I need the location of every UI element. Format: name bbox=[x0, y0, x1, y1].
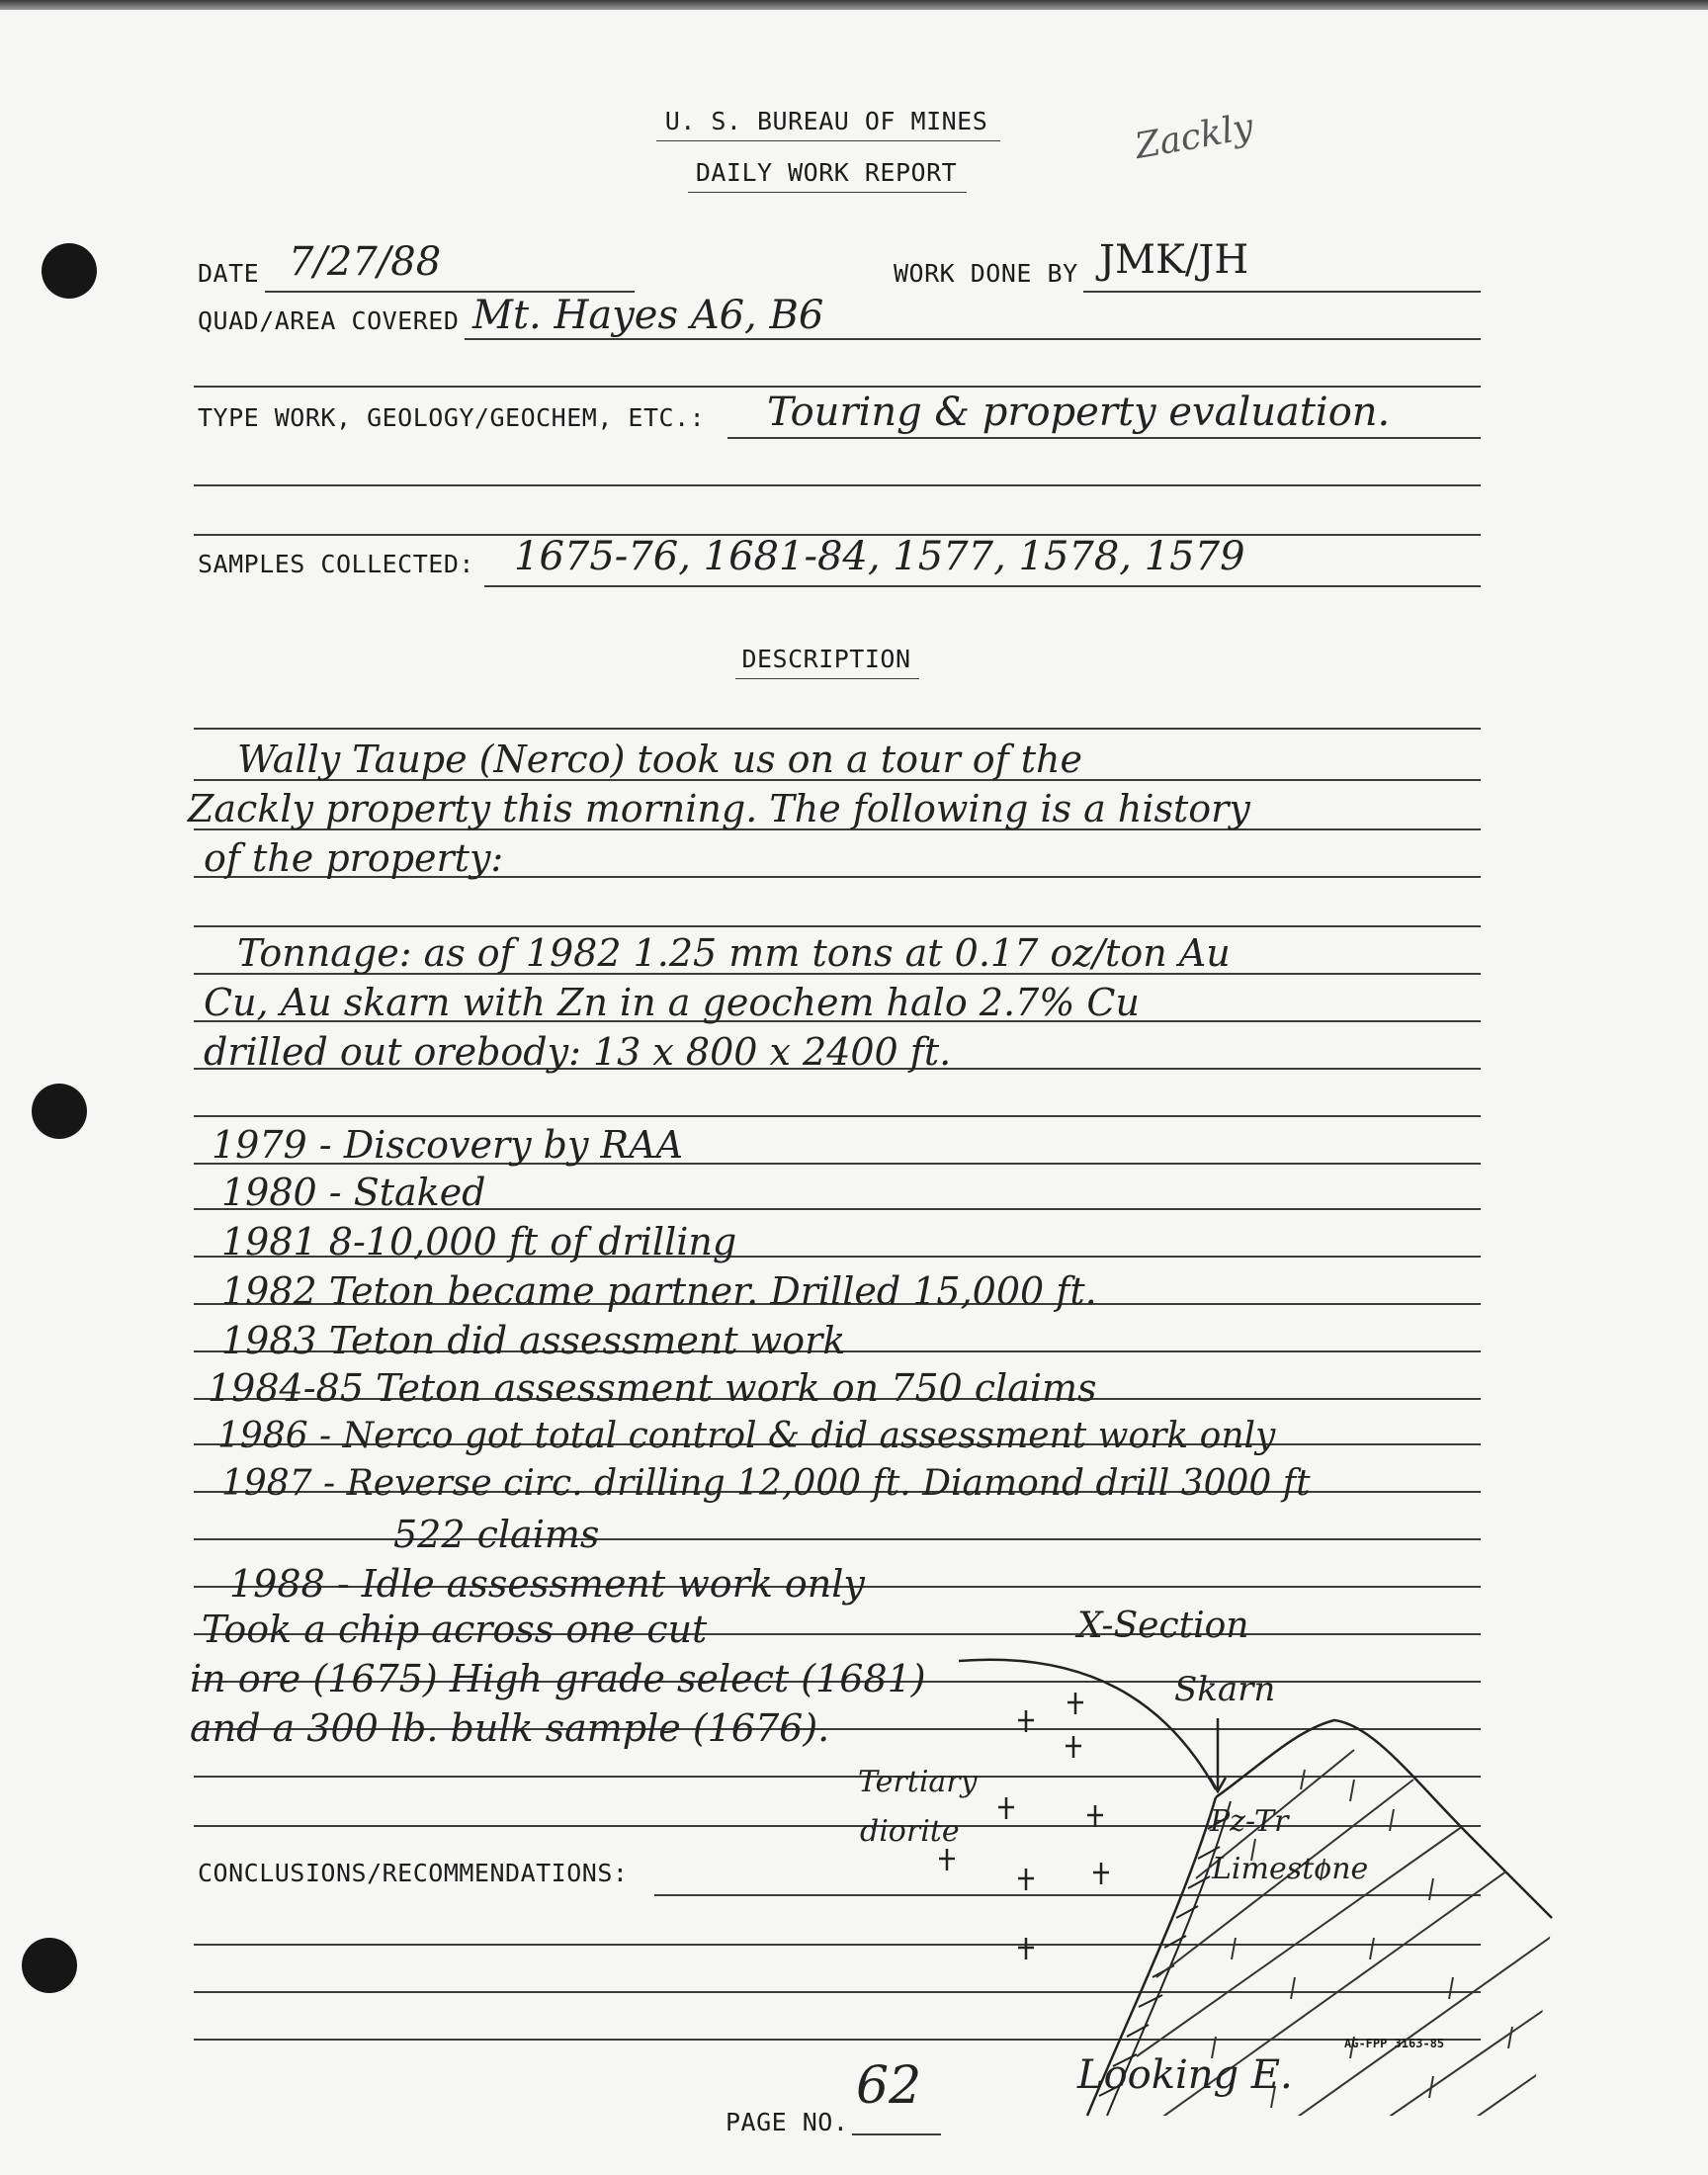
description-heading: DESCRIPTION bbox=[741, 645, 911, 673]
report-title: DAILY WORK REPORT bbox=[695, 158, 958, 187]
limestone-label-2: Limestone bbox=[1212, 1852, 1369, 1886]
history-1980: 1980 - Staked bbox=[221, 1171, 486, 1214]
description-line: Cu, Au skarn with Zn in a geochem halo 2.7% Cu bbox=[204, 981, 1140, 1024]
history-1987-claims: 522 claims bbox=[393, 1513, 600, 1556]
diorite-crosses bbox=[939, 1693, 1109, 1959]
work-done-by-value: JMK/JH bbox=[1099, 237, 1249, 283]
description-line: Zackly property this morning. The following is a history bbox=[188, 787, 1250, 830]
history-1982: 1982 Teton became partner. Drilled 15,000 ft. bbox=[221, 1269, 1097, 1313]
agency-underline bbox=[656, 140, 1000, 141]
zackly-annotation: Zackly bbox=[1132, 106, 1256, 168]
samples-value: 1675-76, 1681-84, 1577, 1578, 1579 bbox=[514, 534, 1245, 579]
top-edge bbox=[0, 0, 1708, 10]
description-line: of the property: bbox=[204, 836, 504, 880]
description-line: drilled out orebody: 13 x 800 x 2400 ft. bbox=[204, 1030, 952, 1074]
history-1987: 1987 - Reverse circ. drilling 12,000 ft. Diamond drill 3000 ft bbox=[221, 1463, 1311, 1504]
history-1984-85: 1984-85 Teton assessment work on 750 claims bbox=[208, 1366, 1097, 1410]
diorite-label-1: Tertiary bbox=[858, 1765, 978, 1799]
page-line bbox=[852, 2133, 941, 2135]
date-value: 7/27/88 bbox=[289, 239, 442, 285]
sample-note: Took a chip across one cut bbox=[202, 1608, 708, 1651]
description-heading-underline bbox=[735, 678, 919, 679]
history-1981: 1981 8-10,000 ft of drilling bbox=[221, 1220, 737, 1263]
type-work-line bbox=[727, 437, 1481, 439]
blank-line bbox=[194, 484, 1481, 486]
quad-value: Mt. Hayes A6, B6 bbox=[472, 293, 824, 338]
blank-line bbox=[194, 386, 1481, 388]
ruled-line bbox=[194, 1538, 1481, 1540]
samples-label: SAMPLES COLLECTED: bbox=[198, 550, 474, 578]
skarn-label: Skarn bbox=[1174, 1670, 1276, 1709]
sample-note: and a 300 lb. bulk sample (1676). bbox=[190, 1706, 830, 1750]
ruled-line bbox=[194, 728, 1481, 730]
punch-hole-top bbox=[42, 243, 97, 299]
history-1986: 1986 - Nerco got total control & did assessment work only bbox=[217, 1416, 1276, 1456]
work-done-by-line bbox=[1083, 291, 1481, 293]
agency-title: U. S. BUREAU OF MINES bbox=[664, 107, 988, 135]
description-line: Wally Taupe (Nerco) took us on a tour of the bbox=[237, 738, 1082, 781]
page-label: PAGE NO. bbox=[726, 2108, 849, 2136]
sample-note: in ore (1675) High grade select (1681) bbox=[190, 1657, 926, 1700]
form-number: AG-FPP 3163-85 bbox=[1344, 2037, 1445, 2050]
punch-hole-middle bbox=[32, 1084, 87, 1139]
quad-label: QUAD/AREA COVERED bbox=[198, 306, 460, 335]
history-1983: 1983 Teton did assessment work bbox=[221, 1319, 846, 1362]
ruled-line bbox=[194, 925, 1481, 927]
history-1979: 1979 - Discovery by RAA bbox=[212, 1123, 684, 1167]
samples-line bbox=[484, 585, 1481, 587]
quad-line bbox=[465, 338, 1481, 340]
type-work-label: TYPE WORK, GEOLOGY/GEOCHEM, ETC.: bbox=[198, 403, 706, 432]
conclusions-label: CONCLUSIONS/RECOMMENDATIONS: bbox=[198, 1859, 629, 1887]
history-1988: 1988 - Idle assessment work only bbox=[229, 1562, 865, 1606]
limestone-label-1: Pz-Tr bbox=[1210, 1804, 1289, 1839]
page-value: 62 bbox=[856, 2056, 922, 2116]
punch-hole-bottom bbox=[22, 1938, 77, 1993]
cross-section-sketch bbox=[840, 1582, 1572, 2126]
diorite-label-2: diorite bbox=[860, 1814, 960, 1849]
ruled-line bbox=[194, 1115, 1481, 1117]
report-title-underline bbox=[688, 192, 967, 193]
date-label: DATE bbox=[198, 259, 260, 288]
description-line: Tonnage: as of 1982 1.25 mm tons at 0.17 oz/ton Au bbox=[237, 931, 1231, 975]
type-work-value: Touring & property evaluation. bbox=[767, 390, 1391, 435]
sketch-title: X-Section bbox=[1077, 1606, 1249, 1646]
looking-east-label: Looking E. bbox=[1077, 2052, 1293, 2098]
work-done-by-label: WORK DONE BY bbox=[894, 259, 1078, 288]
